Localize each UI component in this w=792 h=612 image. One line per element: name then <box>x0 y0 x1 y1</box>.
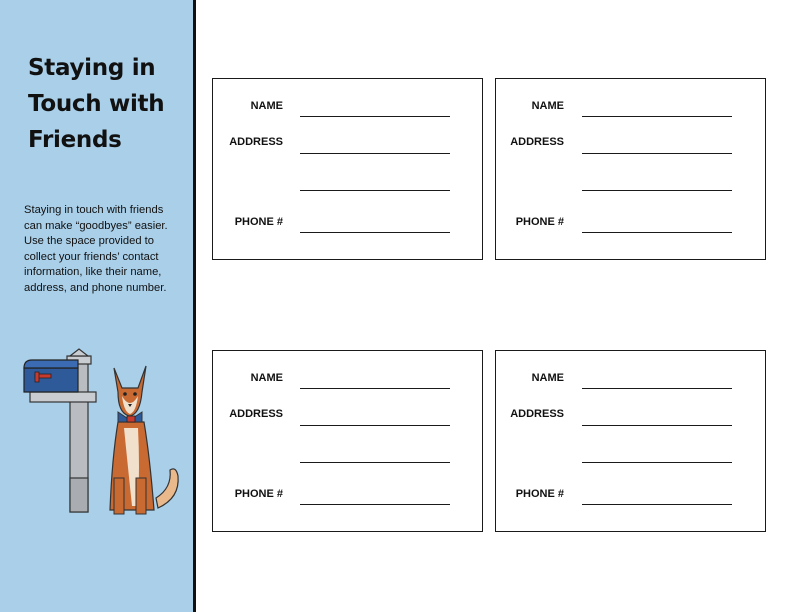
phone-field[interactable] <box>300 504 450 505</box>
address-field[interactable] <box>582 425 732 426</box>
contact-card <box>495 350 766 532</box>
name-label: NAME <box>531 100 564 112</box>
address-field[interactable] <box>300 153 450 154</box>
address-field[interactable] <box>300 425 450 426</box>
title-line: Friends <box>28 127 122 153</box>
contact-card <box>212 350 483 532</box>
phone-label: PHONE # <box>515 488 564 500</box>
address-field[interactable] <box>582 153 732 154</box>
address-field-line-2[interactable] <box>582 190 732 191</box>
name-label: NAME <box>250 100 283 112</box>
address-field-line-2[interactable] <box>582 462 732 463</box>
address-label: ADDRESS <box>229 408 283 420</box>
intro-line: address, and phone number. <box>24 281 167 294</box>
intro-line: Staying in touch with friends <box>24 204 164 216</box>
contact-card <box>212 78 483 260</box>
address-label: ADDRESS <box>510 136 564 148</box>
mailbox-dog-illustration <box>18 348 188 523</box>
phone-field[interactable] <box>300 232 450 233</box>
intro-line: Use the space provided to <box>24 235 154 248</box>
address-label: ADDRESS <box>229 136 283 148</box>
name-field[interactable] <box>300 388 450 389</box>
name-label: NAME <box>531 372 564 384</box>
phone-label: PHONE # <box>515 216 564 228</box>
mailbox-icon <box>24 349 96 512</box>
name-field[interactable] <box>300 116 450 117</box>
phone-label: PHONE # <box>234 488 283 500</box>
address-field-line-2[interactable] <box>300 462 450 463</box>
name-label: NAME <box>250 372 283 384</box>
intro-text <box>24 203 184 297</box>
phone-field[interactable] <box>582 504 732 505</box>
intro-line: information, like their name, <box>24 266 162 279</box>
phone-label: PHONE # <box>234 216 283 228</box>
title-line: Staying in <box>28 55 156 81</box>
dog-icon <box>110 366 178 514</box>
sidebar-divider <box>193 0 196 612</box>
name-field[interactable] <box>582 388 732 389</box>
title-line: Touch with <box>28 91 165 117</box>
intro-line: collect your friends’ contact <box>24 250 159 263</box>
page-title <box>28 50 188 158</box>
name-field[interactable] <box>582 116 732 117</box>
address-field-line-2[interactable] <box>300 190 450 191</box>
intro-line: can make “goodbyes” easier. <box>24 219 168 232</box>
address-label: ADDRESS <box>510 408 564 420</box>
phone-field[interactable] <box>582 232 732 233</box>
contact-card <box>495 78 766 260</box>
